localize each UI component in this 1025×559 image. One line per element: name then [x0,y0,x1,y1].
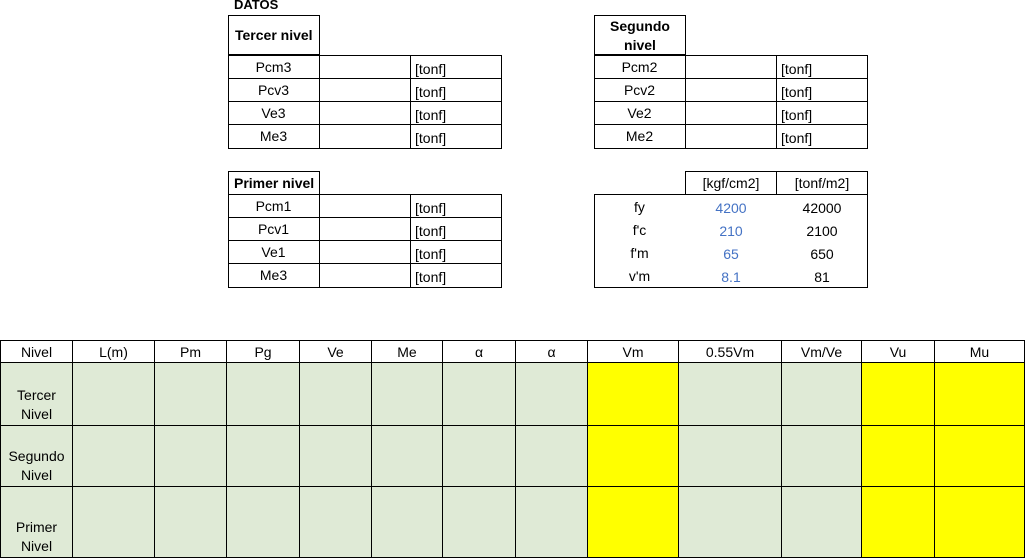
param-name: Me2 [625,128,654,144]
highlight-cell[interactable] [862,487,935,558]
highlight-cell[interactable] [588,487,679,558]
input-cell[interactable] [516,487,588,558]
param-unit: [tonf] [781,61,813,77]
param-unit: [tonf] [415,61,447,77]
material-kgf-input[interactable]: 4200 [715,199,747,216]
input-cell[interactable] [372,487,443,558]
input-cell[interactable] [443,426,516,487]
param-unit: [tonf] [415,200,447,216]
param-unit: [tonf] [781,107,813,123]
col-header: Pm [155,341,227,363]
col-header: L(m) [73,341,155,363]
param-name: Me3 [259,267,288,283]
col-header: Vm [588,341,679,363]
param-unit: [tonf] [415,107,447,123]
param-value-input[interactable] [320,195,410,217]
col-header: Vm/Ve [782,341,862,363]
col-header: Nivel [1,341,73,363]
param-value-input[interactable] [320,102,410,124]
table-row [1,426,1025,487]
col-header: Vu [862,341,935,363]
input-cell[interactable] [73,426,155,487]
param-name: Pcv2 [623,82,656,98]
materials-col2-header: [tonf/m2] [794,175,850,191]
input-cell[interactable] [300,363,372,426]
param-unit: [tonf] [781,130,813,146]
table-row [1,487,1025,558]
param-value-input[interactable] [320,241,410,263]
col-header: Pg [227,341,300,363]
col-header: α [516,341,588,363]
materials-col1-header: [kgf/cm2] [702,175,760,191]
highlight-cell[interactable] [935,426,1025,487]
param-name: Pcm1 [255,198,292,214]
table-row [1,363,1025,426]
highlight-cell[interactable] [862,426,935,487]
param-value-input[interactable] [686,102,776,124]
results-header-row [1,341,1025,363]
param-value-input[interactable] [320,264,410,286]
material-name: f'm [630,244,649,261]
col-header: Mu [935,341,1025,363]
input-cell[interactable] [227,426,300,487]
col-header: Ve [300,341,372,363]
param-value-input[interactable] [320,56,410,78]
material-kgf-input[interactable]: 65 [723,245,739,262]
param-name: Me3 [259,128,288,144]
param-unit: [tonf] [415,246,447,262]
material-kgf-input[interactable]: 210 [719,222,743,239]
input-cell[interactable] [516,363,588,426]
input-cell[interactable] [679,426,782,487]
param-name: Pcv1 [257,221,290,237]
input-cell[interactable] [782,487,862,558]
highlight-cell[interactable] [862,363,935,426]
input-cell[interactable] [155,426,227,487]
input-cell[interactable] [372,426,443,487]
tercer-nivel-heading: Tercer nivel [228,15,320,55]
param-unit: [tonf] [415,269,447,285]
input-cell[interactable] [73,487,155,558]
input-cell[interactable] [782,363,862,426]
material-name: fy [634,198,645,215]
param-value-input[interactable] [320,125,410,147]
param-value-input[interactable] [686,79,776,101]
param-name: Pcm3 [255,59,292,75]
highlight-cell[interactable] [935,487,1025,558]
col-header: α [443,341,516,363]
material-kgf-input[interactable]: 8.1 [721,268,741,285]
input-cell[interactable] [372,363,443,426]
input-cell[interactable] [782,426,862,487]
material-tonf-value: 42000 [802,199,842,216]
row-label: Segundo Nivel [1,426,73,487]
param-value-input[interactable] [320,79,410,101]
highlight-cell[interactable] [588,426,679,487]
material-tonf-value: 81 [814,268,830,285]
input-cell[interactable] [516,426,588,487]
input-cell[interactable] [155,487,227,558]
param-value-input[interactable] [320,218,410,240]
input-cell[interactable] [443,487,516,558]
param-unit: [tonf] [415,223,447,239]
material-tonf-value: 2100 [806,222,838,239]
page-title: DATOS [234,0,279,12]
param-name: Ve2 [627,105,652,121]
param-name: Pcm2 [621,59,658,75]
input-cell[interactable] [73,363,155,426]
input-cell[interactable] [679,363,782,426]
segundo-nivel-heading-line1: Segundo [610,17,670,34]
input-cell[interactable] [155,363,227,426]
material-tonf-value: 650 [810,245,834,262]
input-cell[interactable] [443,363,516,426]
material-name: v'm [628,267,651,284]
param-unit: [tonf] [415,84,447,100]
segundo-nivel-heading-line2: nivel [624,36,656,53]
param-name: Ve1 [261,244,286,260]
input-cell[interactable] [227,487,300,558]
material-name: f'c [632,221,647,238]
input-cell[interactable] [300,426,372,487]
primer-nivel-heading: Primer nivel [228,171,320,195]
row-label: Primer Nivel [1,487,73,558]
highlight-cell[interactable] [588,363,679,426]
row-label: Tercer Nivel [1,363,73,426]
param-unit: [tonf] [781,84,813,100]
highlight-cell[interactable] [935,363,1025,426]
col-header: Me [372,341,443,363]
input-cell[interactable] [679,487,782,558]
param-unit: [tonf] [415,130,447,146]
input-cell[interactable] [227,363,300,426]
param-value-input[interactable] [686,125,776,147]
input-cell[interactable] [300,487,372,558]
col-header: 0.55Vm [679,341,782,363]
results-table [0,340,1025,558]
param-name: Pcv3 [257,82,290,98]
param-value-input[interactable] [686,56,776,78]
param-name: Ve3 [261,105,286,121]
